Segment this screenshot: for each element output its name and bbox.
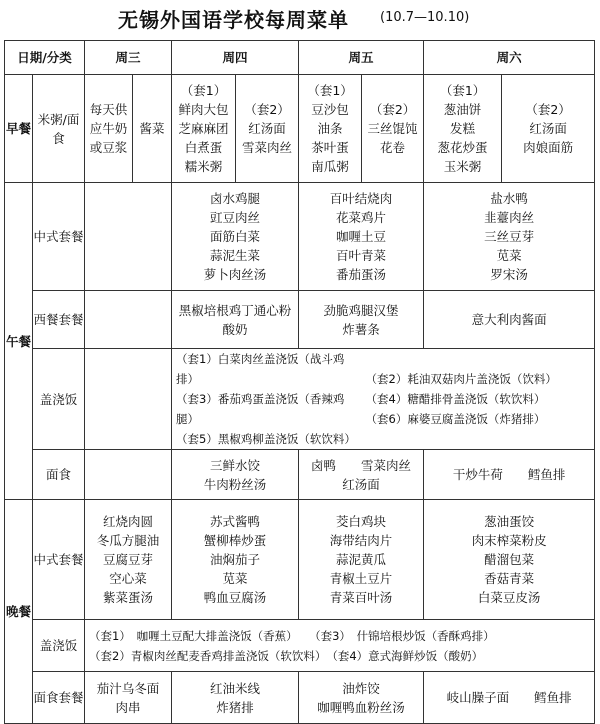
menu-item: 三丝豆芽 xyxy=(484,229,535,244)
menu-item: （套2）青椒肉丝配麦香鸡排盖浇饭（软饮料） （套4）意式海鲜炒饭（酸奶） xyxy=(89,648,484,663)
dinner-noodle-sat: 岐山臊子面 鳕鱼排 xyxy=(424,672,595,724)
dinner-chinese-fri xyxy=(299,500,424,620)
breakfast-fri-set1 xyxy=(299,75,362,183)
menu-item: 茭白鸡块 xyxy=(336,514,387,529)
menu-item: 鲜肉大包 xyxy=(178,102,229,117)
menu-item: 紫菜蛋汤 xyxy=(103,590,154,605)
lunch-western-wed xyxy=(85,291,172,349)
dinner-noodle-thu xyxy=(172,672,299,724)
menu-item: 韭薹肉丝 xyxy=(484,210,535,225)
dinner-chinese-wed xyxy=(85,500,172,620)
menu-item: 花菜鸡片 xyxy=(336,210,387,225)
header-row xyxy=(5,41,595,75)
menu-item: （套1） xyxy=(307,83,353,98)
menu-item: 黑椒培根鸡丁通心粉 xyxy=(178,302,292,318)
menu-item: （套2）耗油双菇肉片盖浇饭（饮料） xyxy=(365,372,557,386)
meal-label: 早餐 xyxy=(5,121,31,136)
menu-item: 卤水鸡腿 xyxy=(210,191,261,206)
dinner-noodle-row xyxy=(5,672,595,724)
lunch-noodle-wed xyxy=(85,450,172,500)
menu-item: 南瓜粥 xyxy=(311,159,349,174)
breakfast-wed-pickles: 酱菜 xyxy=(133,75,172,183)
menu-item: 萝卜肉丝汤 xyxy=(203,267,267,282)
menu-item: 玉米粥 xyxy=(443,159,482,174)
menu-item: 糯米粥 xyxy=(184,159,223,174)
meal-breakfast xyxy=(5,75,33,183)
lunch-chinese-thu xyxy=(172,183,299,291)
menu-item: 苋菜 xyxy=(496,248,522,263)
lunch-western-row xyxy=(5,291,595,349)
menu-item: （套1） xyxy=(180,83,227,98)
menu-item: 茄汁乌冬面 xyxy=(96,680,160,696)
menu-item: 油焖茄子 xyxy=(210,552,261,567)
menu-item: 红汤面 xyxy=(342,476,380,492)
menu-item: 油炸饺 xyxy=(342,680,380,696)
menu-item: （套1） xyxy=(439,83,486,98)
lunch-noodle-thu xyxy=(172,450,299,500)
meal-label: 晚餐 xyxy=(5,604,31,619)
lunch-chinese-wed xyxy=(85,183,172,291)
menu-item: （套2） xyxy=(525,102,571,117)
menu-item: 油条 xyxy=(317,121,343,136)
menu-item: （套2） xyxy=(244,102,290,117)
lunch-noodle-fri xyxy=(299,450,424,500)
lunch-gaijiao-wed xyxy=(85,349,172,450)
dinner-noodle-wed xyxy=(85,672,172,724)
menu-item: 卤鸭 雪菜肉丝 xyxy=(311,457,412,473)
day-wed: 周三 xyxy=(85,41,172,75)
menu-item: 空心菜 xyxy=(109,571,147,586)
menu-item: 白菜豆皮汤 xyxy=(477,590,541,605)
menu-item: 雪菜肉丝 xyxy=(242,140,293,155)
lunch-chinese-fri xyxy=(299,183,424,291)
lunch-noodle-row xyxy=(5,450,595,500)
lunch-chinese-row xyxy=(5,183,595,291)
menu-item: 肉娘面筋 xyxy=(523,140,574,155)
menu-item: 劲脆鸡腿汉堡 xyxy=(323,302,399,318)
menu-item: （套1）白菜肉丝盖浇饭（战斗鸡排） xyxy=(176,352,345,386)
breakfast-sat-set1 xyxy=(424,75,502,183)
category-porridge: 米粥/面食 xyxy=(33,75,85,183)
breakfast-wed-milk xyxy=(85,75,133,183)
menu-item: 牛肉粉丝汤 xyxy=(203,476,267,492)
menu-item: 青椒土豆片 xyxy=(329,571,393,586)
menu-item: 三丝馄饨 xyxy=(367,121,418,136)
category-gaijiao: 盖浇饭 xyxy=(33,349,85,450)
breakfast-thu-set2 xyxy=(236,75,299,183)
menu-item: 冬瓜方腿油 xyxy=(96,533,160,548)
meal-dinner xyxy=(5,500,33,724)
menu-item: 红汤面 xyxy=(529,121,567,136)
day-fri: 周五 xyxy=(299,41,424,75)
menu-item: 青菜百叶汤 xyxy=(329,590,393,605)
menu-item: 豇豆肉丝 xyxy=(210,210,261,225)
menu-item: 炸猪排 xyxy=(216,699,254,715)
category-noodle-set: 面食套餐 xyxy=(33,672,85,724)
menu-item: 葱油蛋饺 xyxy=(484,514,535,529)
meal-lunch xyxy=(5,183,33,500)
menu-item: 香菇青菜 xyxy=(484,571,535,586)
menu-item: 红汤面 xyxy=(248,121,286,136)
menu-item: 葱油饼 xyxy=(443,102,482,117)
menu-item: 白煮蛋 xyxy=(184,140,223,155)
menu-item: 罗宋汤 xyxy=(490,267,528,282)
category-chinese-set: 中式套餐 xyxy=(33,183,85,291)
menu-item: 盐水鸭 xyxy=(490,191,528,206)
day-sat: 周六 xyxy=(424,41,595,75)
menu-item: （套5）黑椒鸡柳盖浇饭（软饮料） xyxy=(176,432,356,446)
menu-item: 芝麻麻团 xyxy=(178,121,229,136)
category-noodle: 面食 xyxy=(33,450,85,500)
menu-item: 咖喱土豆 xyxy=(336,229,387,244)
menu-item: （套3）番茄鸡蛋盖浇饭（香辣鸡腿） xyxy=(176,392,345,426)
menu-item: 百叶青菜 xyxy=(336,248,387,263)
menu-item: （套2） xyxy=(369,102,416,117)
day-thu: 周四 xyxy=(172,41,299,75)
lunch-chinese-sat xyxy=(424,183,595,291)
menu-item: 三鲜水饺 xyxy=(210,457,261,473)
lunch-gaijiao-row xyxy=(5,349,595,450)
date-range: (10.7—10.10) xyxy=(380,10,470,25)
dinner-noodle-fri xyxy=(299,672,424,724)
dinner-gaijiao-items xyxy=(85,620,595,672)
dinner-chinese-row xyxy=(5,500,595,620)
menu-item: 海带结肉片 xyxy=(329,533,393,548)
menu-item: 应牛奶 xyxy=(89,121,128,136)
menu-item: （套1） 咖喱土豆配大排盖浇饭（香蕉） （套3） 什锦培根炒饭（香酥鸡排） xyxy=(89,628,495,643)
menu-item: 咖喱鸭血粉丝汤 xyxy=(317,699,405,715)
lunch-noodle-sat: 干炒牛荷 鳕鱼排 xyxy=(424,450,595,500)
breakfast-row xyxy=(5,75,595,183)
breakfast-thu-set1 xyxy=(172,75,236,183)
category-western-set: 西餐套餐 xyxy=(33,291,85,349)
menu-item: 炸薯条 xyxy=(342,321,380,337)
page-title: 无锡外国语学校每周菜单 xyxy=(118,8,349,32)
menu-item: 茶叶蛋 xyxy=(311,140,349,155)
title-bar xyxy=(0,0,600,40)
menu-item: 肉末榨菜粉皮 xyxy=(471,533,547,548)
lunch-gaijiao-right xyxy=(362,349,595,450)
menu-item: 豆沙包 xyxy=(311,102,349,117)
menu-item: 酸奶 xyxy=(222,321,248,337)
menu-item: 每天供 xyxy=(89,102,128,117)
menu-item: 红烧肉圆 xyxy=(103,514,154,529)
breakfast-sat-set2 xyxy=(502,75,595,183)
menu-item: 发糕 xyxy=(450,121,476,136)
menu-item: 葱花炒蛋 xyxy=(437,140,488,155)
menu-item: 鸭血豆腐汤 xyxy=(203,590,267,605)
menu-item: 蒜泥黄瓜 xyxy=(336,552,387,567)
menu-item: （套4）糖醋排骨盖浇饭（软饮料） xyxy=(365,392,546,406)
dinner-chinese-thu xyxy=(172,500,299,620)
meal-label: 午餐 xyxy=(5,333,31,349)
dinner-chinese-sat xyxy=(424,500,595,620)
lunch-western-thu xyxy=(172,291,299,349)
menu-item: 醋溜包菜 xyxy=(484,552,535,567)
menu-item: 花卷 xyxy=(380,140,406,155)
menu-item: 苋菜 xyxy=(222,571,248,586)
menu-item: 百叶结烧肉 xyxy=(329,191,393,206)
menu-item: 红油米线 xyxy=(210,680,261,696)
menu-item: 豆腐豆芽 xyxy=(103,552,154,567)
corner-cell: 日期/分类 xyxy=(5,41,85,75)
category-chinese-set: 中式套餐 xyxy=(33,500,85,620)
menu-item: 番茄蛋汤 xyxy=(336,267,387,282)
menu-item: （套6）麻婆豆腐盖浇饭（炸猪排） xyxy=(365,412,546,426)
menu-item: 或豆浆 xyxy=(89,140,128,155)
menu-item: 肉串 xyxy=(115,699,141,715)
menu-item: 蒜泥生菜 xyxy=(210,248,261,263)
weekly-menu-table xyxy=(4,40,595,724)
menu-item: 苏式酱鸭 xyxy=(210,514,261,529)
lunch-western-sat: 意大利肉酱面 xyxy=(424,291,595,349)
breakfast-fri-set2 xyxy=(362,75,424,183)
category-gaijiao: 盖浇饭 xyxy=(33,620,85,672)
menu-item: 蟹柳棒炒蛋 xyxy=(203,533,267,548)
menu-item: 面筋白菜 xyxy=(210,229,261,244)
lunch-western-fri xyxy=(299,291,424,349)
lunch-gaijiao-left xyxy=(172,349,362,450)
dinner-gaijiao-row xyxy=(5,620,595,672)
